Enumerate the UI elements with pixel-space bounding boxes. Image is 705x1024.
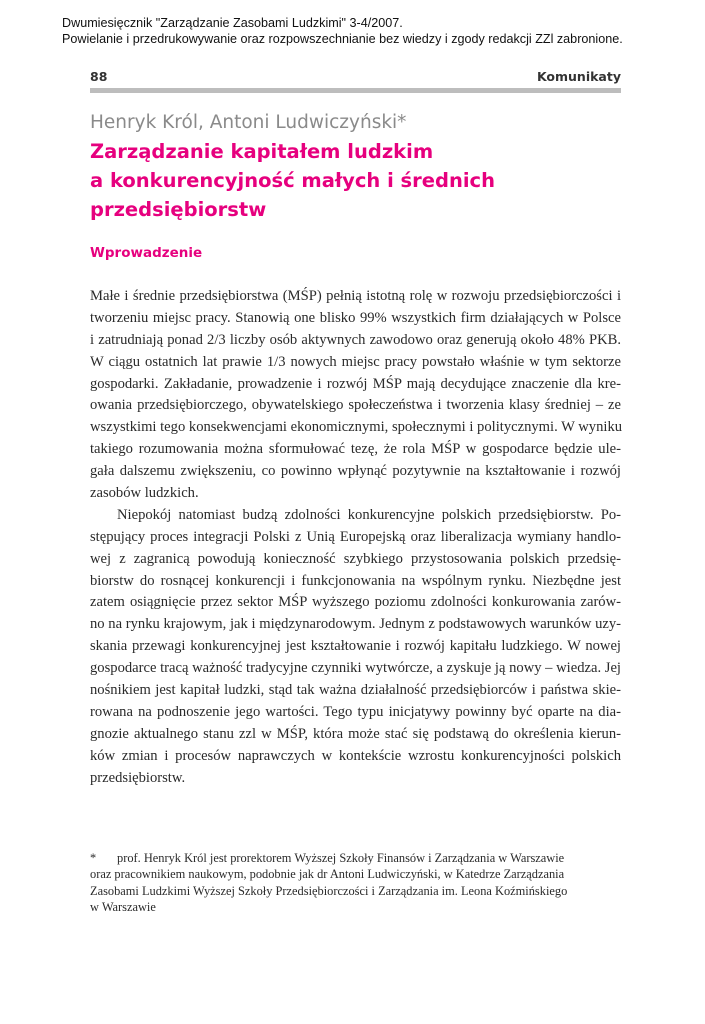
article-body xyxy=(90,286,621,789)
text-line: no na rynku krajowym, jak i międzynarodowym. Jednym z podstawowych warunków uzy- xyxy=(90,616,621,633)
text-line: takiego rozumowania można sformułować tezę, że rola MŚP w gospodarce będzie ule- xyxy=(90,441,621,458)
text-line: gnozie aktualnego stanu zzl w MŚP, która może stać się podstawą do określenia kierun- xyxy=(90,725,621,742)
text-line: gała dalszemu zwiększeniu, co powinno wpłynąć pozytywnie na kształtowanie i rozwój xyxy=(90,463,621,480)
footnote-line xyxy=(90,850,621,866)
footnote xyxy=(90,850,621,915)
text-line: Niepokój natomiast budzą zdolności konkurencyjne polskich przedsiębiorstw. Po- xyxy=(117,506,621,523)
text-line: zasobów ludzkich. xyxy=(90,485,199,502)
article-title xyxy=(90,137,621,224)
notice-line-1: Dwumiesięcznik "Zarządzanie Zasobami Ludzkimi" 3-4/2007. xyxy=(62,16,403,30)
text-line: skania przewagi konkurencyjnej jest kształtowanie i rozwój kapitału ludzkiego. W nowej xyxy=(90,638,621,655)
text-line: tworzeniu miejsc pracy. Stanowią one blisko 99% wszystkich firm działających w Polsce xyxy=(90,309,621,326)
footnote-mark: * xyxy=(90,851,97,865)
text-line: ków zmian i procesów naprawczych w kontekście wzrostu konkurencyjności polskich xyxy=(90,747,621,764)
text-line: rowana na podnoszenie jego wartości. Tego typu inicjatywy powinny być oparte na dia- xyxy=(90,703,621,720)
section-name: Komunikaty xyxy=(536,69,621,84)
footnote-line: w Warszawie xyxy=(90,899,156,914)
text-line: i zatrudniają ponad 2/3 liczby osób aktywnych zawodowo oraz generują około 48% PKB. xyxy=(90,331,621,348)
text-line: W ciągu ostatnich lat prawie 1/3 nowych miejsc pracy powstało właśnie w tym sektorze xyxy=(90,353,621,370)
header-rule xyxy=(90,88,621,93)
text-line: zatem osiągnięcie przez sektor MŚP wyższego poziomu zdolności konkurowania zarów- xyxy=(90,594,621,611)
paragraph-2 xyxy=(90,505,621,790)
text-line: nośnikiem jest kapitał ludzki, stąd tak ważna działalność przedsiębiorców i państwa skie- xyxy=(90,682,621,699)
text-line: wszystkimi tego konsekwencjami ekonomicznymi, społecznymi i politycznymi. W wyniku xyxy=(90,419,623,436)
notice-line-2: Powielanie i przedrukowywanie oraz rozpowszechnianie bez wiedzy i zgody redakcji ZZl zabronione. xyxy=(62,32,623,46)
text-line: biorstw do rosnącej konkurencji i funkcjonowania na wspólnym rynku. Niezbędne jest xyxy=(90,572,621,589)
copyright-notice xyxy=(62,15,692,47)
title-line: Zarządzanie kapitałem ludzkim xyxy=(90,140,434,163)
paragraph-1 xyxy=(90,286,621,505)
title-line: przedsiębiorstw xyxy=(90,198,267,221)
footnote-text: prof. Henryk Król jest prorektorem Wyższej Szkoły Finansów i Zarządzania w Warszawie xyxy=(117,851,565,865)
text-line: stępujący proces integracji Polski z Unią Europejską oraz liberalizacja wymiany handlo- xyxy=(90,528,621,545)
section-heading: Wprowadzenie xyxy=(90,245,203,261)
text-line: Małe i średnie przedsiębiorstwa (MŚP) pełnią istotną rolę w rozwoju przedsiębiorczości i xyxy=(90,288,621,304)
page-number: 88 xyxy=(90,69,108,84)
text-line: owania przedsiębiorczego, obywatelskiego społeczeństwa i tworzenia klasy średniej – ze xyxy=(90,397,621,414)
text-line: przedsiębiorstw. xyxy=(90,769,186,786)
text-line: gospodarki. Zakładanie, prowadzenie i rozwój MŚP mają decydujące znaczenie dla kre- xyxy=(90,375,621,392)
text-line: wej z zagranicą powodują konieczność szybkiego przystosowania polskich przedsię- xyxy=(90,550,621,567)
text-line: gospodarce tracą ważność tradycyjne czynniki wytwórcze, a zyskuje ją nowy – wiedza. Jej xyxy=(90,660,621,677)
footnote-line: Zasobami Ludzkimi Wyższej Szkoły Przedsiębiorczości i Zarządzania im. Leona Koźmińskiego xyxy=(90,883,568,898)
article-authors: Henryk Król, Antoni Ludwiczyński* xyxy=(90,112,407,133)
title-line: a konkurencyjność małych i średnich xyxy=(90,169,495,192)
footnote-line: oraz pracownikiem naukowym, podobnie jak dr Antoni Ludwiczyński, w Katedrze Zarządzania xyxy=(90,867,565,882)
